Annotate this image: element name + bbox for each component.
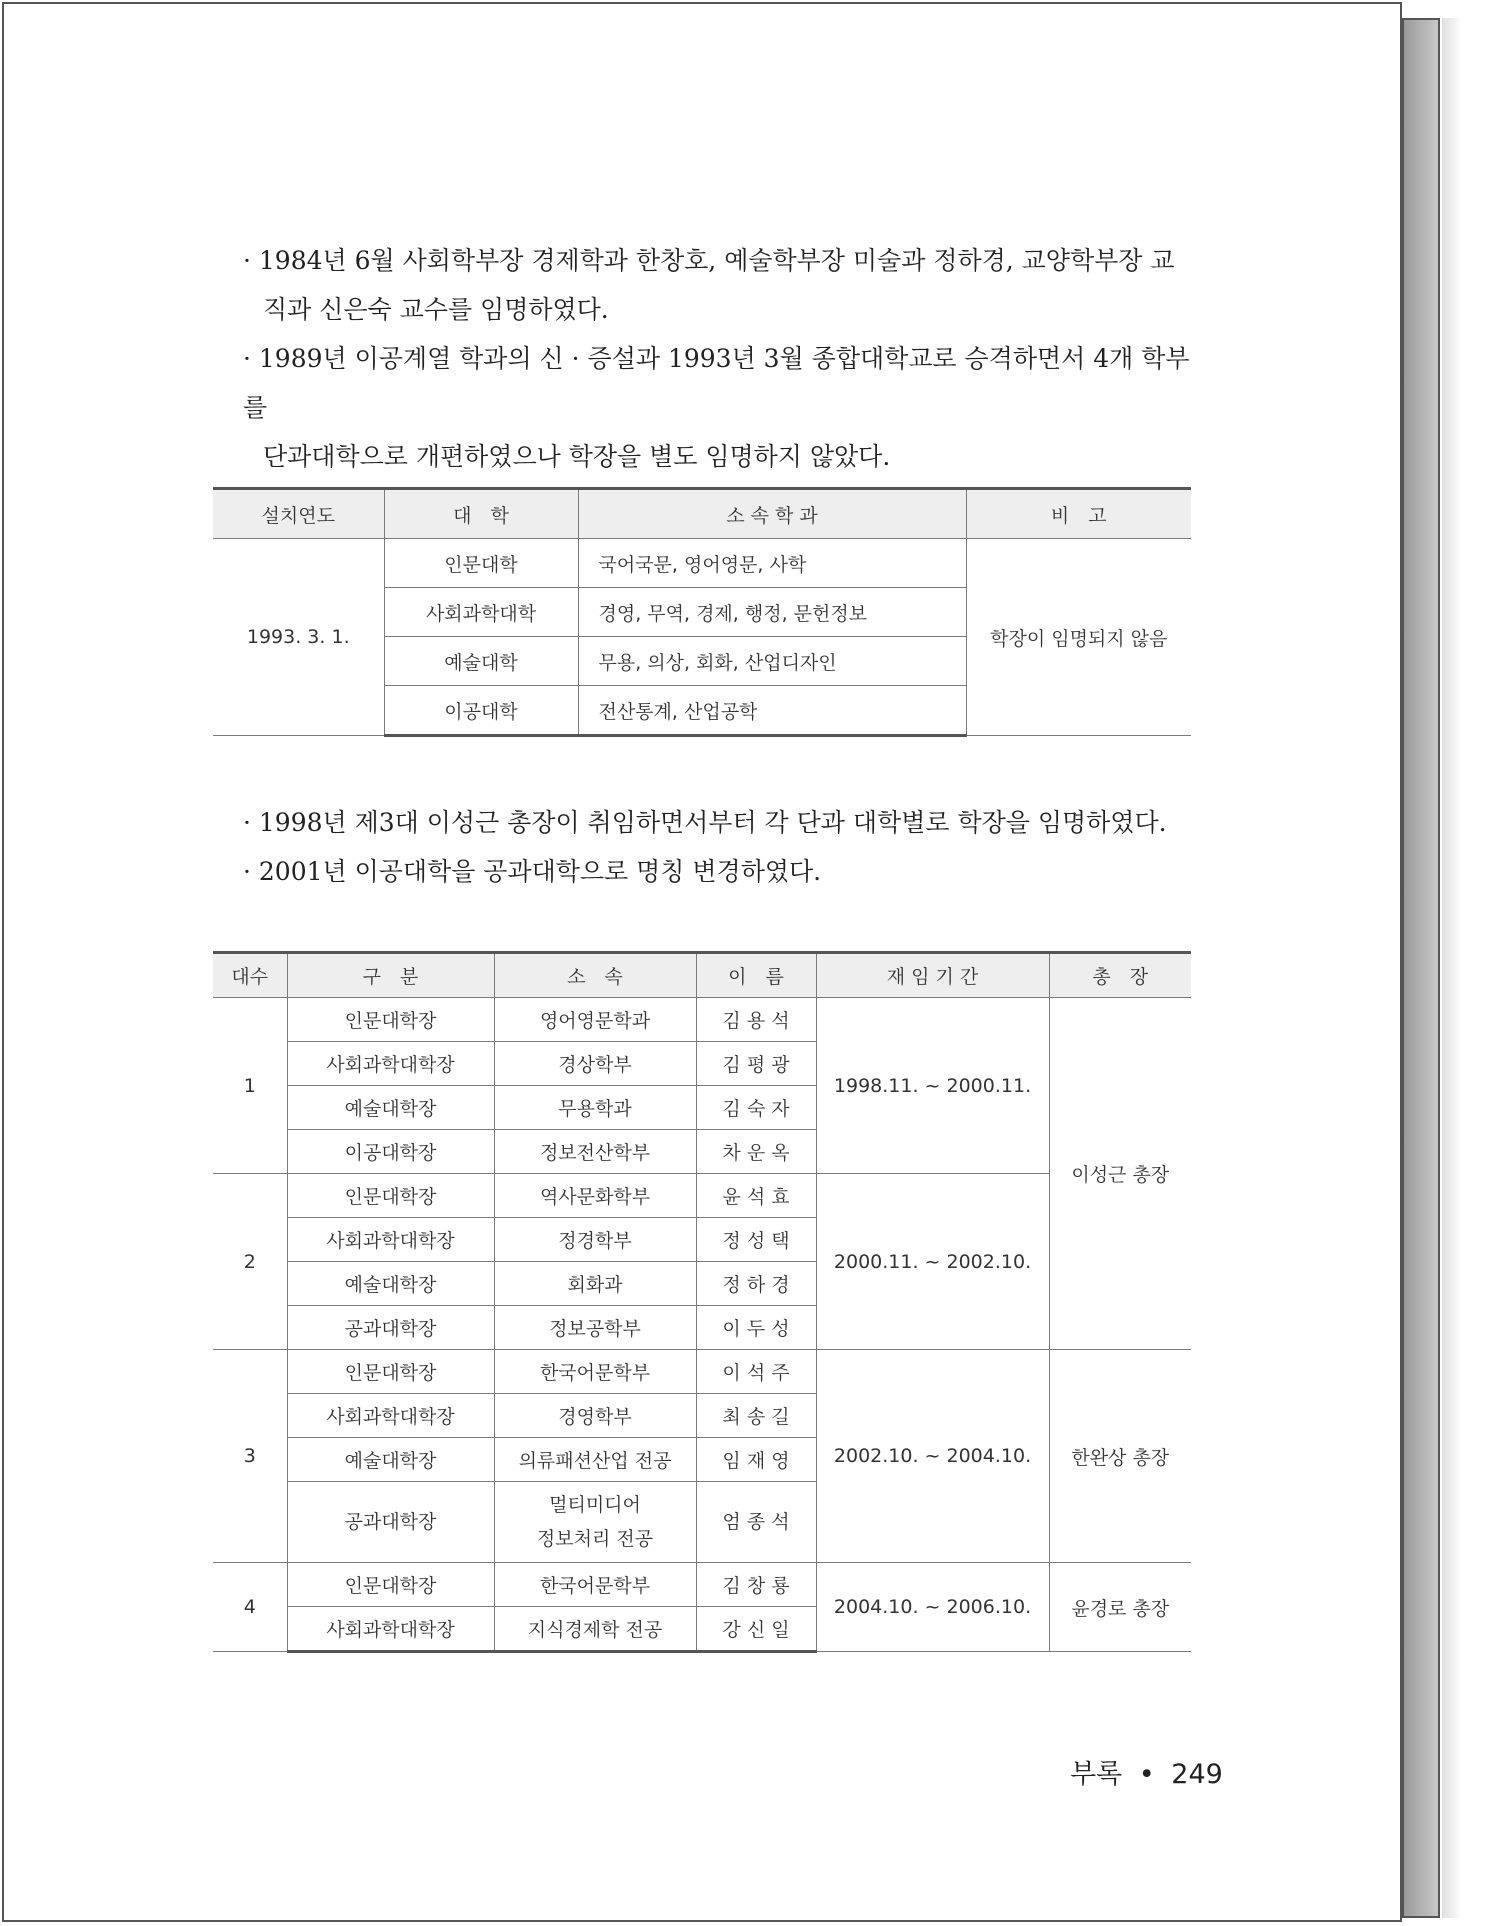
division-cell: 사회과학대학장 [287, 1042, 494, 1086]
division-cell: 인문대학장 [287, 998, 494, 1042]
division-cell: 사회과학대학장 [287, 1394, 494, 1438]
affiliation-line: 정보처리 전공 [536, 1528, 654, 1550]
departments-cell: 전산통계, 산업공학 [578, 686, 966, 736]
paragraph-1989-cont: 단과대학으로 개편하였으나 학장을 별도 임명하지 않았다. [263, 442, 891, 471]
term-cell: 2002.10. ~ 2004.10. [816, 1350, 1049, 1563]
name-cell: 이 두 성 [696, 1306, 816, 1350]
division-cell: 예술대학장 [287, 1262, 494, 1306]
affiliation-cell: 경영학부 [494, 1394, 696, 1438]
year-cell: 1993. 3. 1. [213, 539, 384, 736]
header-president: 총 장 [1049, 953, 1191, 998]
header-departments: 소 속 학 과 [578, 489, 966, 539]
term-cell: 1998.11. ~ 2000.11. [816, 998, 1049, 1174]
table-row [213, 1563, 1191, 1607]
division-cell: 사회과학대학장 [287, 1607, 494, 1652]
affiliation-cell: 정경학부 [494, 1218, 696, 1262]
affiliation-cell: 회화과 [494, 1262, 696, 1306]
generation-cell: 3 [213, 1350, 287, 1563]
division-cell: 예술대학장 [287, 1086, 494, 1130]
table-row [213, 1350, 1191, 1394]
affiliation-cell [494, 1482, 696, 1563]
name-cell: 윤 석 효 [696, 1174, 816, 1218]
table-row [213, 998, 1191, 1042]
college-cell: 인문대학 [384, 539, 578, 588]
affiliation-line: 멀티미디어 [549, 1494, 641, 1516]
table-row [213, 1174, 1191, 1218]
term-cell: 2000.11. ~ 2002.10. [816, 1174, 1049, 1350]
division-cell: 인문대학장 [287, 1174, 494, 1218]
header-generation: 대수 [213, 953, 287, 998]
name-cell: 강 신 일 [696, 1607, 816, 1652]
division-cell: 예술대학장 [287, 1438, 494, 1482]
paragraph-1989: · 1989년 이공계열 학과의 신 · 증설과 1993년 3월 종합대학교로 승격하면서 4개 학부를 [243, 344, 1190, 422]
affiliation-cell: 무용학과 [494, 1086, 696, 1130]
paragraph-1984: · 1984년 6월 사회학부장 경제학과 한창호, 예술학부장 미술과 정하경, 교양학부장 교 [243, 246, 1175, 275]
footer-label: 부록 [1070, 1759, 1123, 1790]
table-header-row [213, 489, 1191, 539]
header-note: 비 고 [966, 489, 1191, 539]
header-affiliation: 소 속 [494, 953, 696, 998]
page-footer [1070, 1752, 1223, 1791]
note-cell: 학장이 임명되지 않음 [966, 539, 1191, 736]
header-college: 대 학 [384, 489, 578, 539]
name-cell: 이 석 주 [696, 1350, 816, 1394]
division-cell: 이공대학장 [287, 1130, 494, 1174]
name-cell: 정 성 택 [696, 1218, 816, 1262]
header-term: 재 임 기 간 [816, 953, 1049, 998]
name-cell: 김 용 석 [696, 998, 816, 1042]
name-cell: 엄 종 석 [696, 1482, 816, 1563]
page-shadow [1442, 18, 1462, 1918]
affiliation-cell: 한국어문학부 [494, 1350, 696, 1394]
name-cell: 김 창 룡 [696, 1563, 816, 1607]
affiliation-cell: 정보공학부 [494, 1306, 696, 1350]
affiliation-cell: 정보전산학부 [494, 1130, 696, 1174]
paragraph-1984-cont: 직과 신은숙 교수를 임명하였다. [263, 295, 609, 324]
division-cell: 인문대학장 [287, 1350, 494, 1394]
division-cell: 사회과학대학장 [287, 1218, 494, 1262]
affiliation-cell: 영어영문학과 [494, 998, 696, 1042]
paragraph-2001: · 2001년 이공대학을 공과대학으로 명칭 변경하였다. [243, 857, 822, 886]
term-cell: 2004.10. ~ 2006.10. [816, 1563, 1049, 1652]
departments-cell: 국어국문, 영어영문, 사학 [578, 539, 966, 588]
footer-bullet: • [1138, 1759, 1155, 1790]
affiliation-cell: 경상학부 [494, 1042, 696, 1086]
paragraph-1998: · 1998년 제3대 이성근 총장이 취임하면서부터 각 단과 대학별로 학장을 임명하였다. [243, 808, 1167, 837]
affiliation-cell: 한국어문학부 [494, 1563, 696, 1607]
departments-cell: 무용, 의상, 회화, 산업디자인 [578, 637, 966, 686]
departments-cell: 경영, 무역, 경제, 행정, 문헌정보 [578, 588, 966, 637]
division-cell: 인문대학장 [287, 1563, 494, 1607]
page-number: 249 [1171, 1759, 1223, 1790]
generation-cell: 1 [213, 998, 287, 1174]
division-cell: 공과대학장 [287, 1306, 494, 1350]
deans-table [213, 951, 1191, 1653]
college-cell: 예술대학 [384, 637, 578, 686]
generation-cell: 2 [213, 1174, 287, 1350]
name-cell: 정 하 경 [696, 1262, 816, 1306]
college-cell: 사회과학대학 [384, 588, 578, 637]
header-year: 설치연도 [213, 489, 384, 539]
table-header-row [213, 953, 1191, 998]
name-cell: 차 운 옥 [696, 1130, 816, 1174]
president-cell: 윤경로 총장 [1049, 1563, 1191, 1652]
president-cell: 이성근 총장 [1049, 998, 1191, 1350]
name-cell: 최 송 길 [696, 1394, 816, 1438]
header-name: 이 름 [696, 953, 816, 998]
college-cell: 이공대학 [384, 686, 578, 736]
generation-cell: 4 [213, 1563, 287, 1652]
affiliation-cell: 의류패션산업 전공 [494, 1438, 696, 1482]
mid-paragraphs [243, 798, 1203, 896]
book-page-edge [1402, 18, 1440, 1918]
table-row [213, 539, 1191, 588]
header-division: 구 분 [287, 953, 494, 998]
affiliation-cell: 지식경제학 전공 [494, 1607, 696, 1652]
college-establishment-table [213, 487, 1191, 737]
affiliation-cell: 역사문화학부 [494, 1174, 696, 1218]
intro-paragraphs [243, 236, 1203, 481]
name-cell: 김 숙 자 [696, 1086, 816, 1130]
name-cell: 김 평 광 [696, 1042, 816, 1086]
president-cell: 한완상 총장 [1049, 1350, 1191, 1563]
division-cell: 공과대학장 [287, 1482, 494, 1563]
name-cell: 임 재 영 [696, 1438, 816, 1482]
